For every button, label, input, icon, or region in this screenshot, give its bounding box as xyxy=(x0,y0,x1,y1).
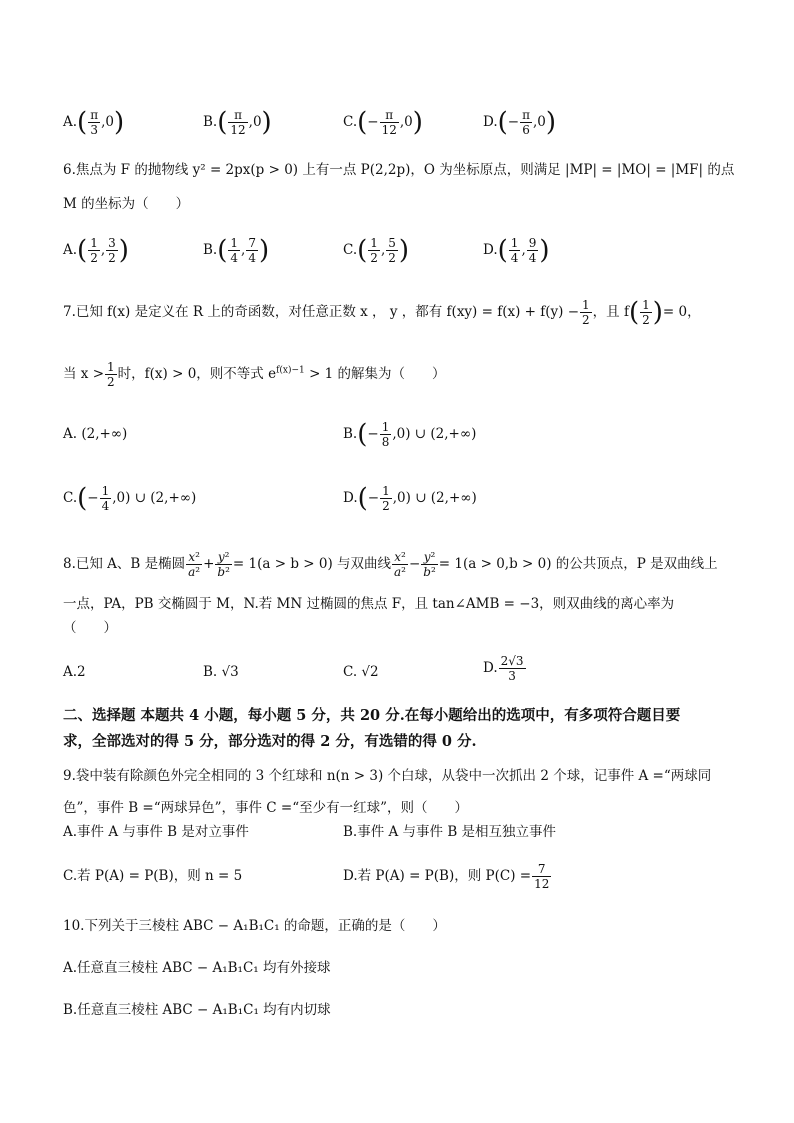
q9-stem-line2: 色”，事件 B =“两球异色”，事件 C =“至少有一红球”，则（ ） xyxy=(63,800,469,816)
q8-option-b: B. √3 xyxy=(203,664,239,680)
q8-stem-line3: （ ） xyxy=(63,620,117,636)
q7-option-a: A. (2,+∞) xyxy=(63,426,128,442)
q6-option-b: B.( $\frac{1}{4}$ , $\frac{7}{4}$ ) xyxy=(203,235,270,266)
section-2-heading-line2: 求，全部选对的得 5 分，部分选对的得 2 分，有选错的得 0 分. xyxy=(63,733,477,750)
q6-stem-line1: 6.焦点为 F 的抛物线 y² = 2px(p > 0) 上有一点 P(2,2p)，O 为坐标原点，则满足 |MP| = |MO| = |MF| 的点 xyxy=(63,162,735,178)
q6-option-c: C.( $\frac{1}{2}$ , $\frac{5}{2}$ ) xyxy=(343,235,410,266)
q7-option-d: D.(− $\frac{1}{2}$ ,0) ∪ (2,+∞) xyxy=(343,483,477,514)
q9-option-d: D.若 P(A) = P(B)，则 P(C) = $\frac{7}{12}$ xyxy=(343,862,550,891)
section-2-heading-line1: 二、选择题 本题共 4 小题，每小题 5 分，共 20 分.在每小题给出的选项中，有多项符合题目要 xyxy=(63,707,681,724)
q5-option-b: B.( $\frac{\pi}{12}$ ,0) xyxy=(203,107,272,138)
q9-stem-line1: 9.袋中装有除颜色外完全相同的 3 个红球和 n(n > 3) 个白球，从袋中一次抓出 2 个球，记事件 A =“两球同 xyxy=(63,768,712,784)
q8-stem-line1: 8.已知 A、B 是椭圆 $\frac{\text{x²}}{\text{a²}}$ + $\frac{\text{y²}}{\text{b²}}$ = 1(a > b > 0) 与双曲线 $\frac{\text{x²}}{\text{a²}}$ − $\frac{\text{y²}}{\text{b²}}$ = 1(a > 0,b > 0) 的公共顶点，P 是双曲线上 xyxy=(63,550,718,579)
q8-option-d: D. $\frac{2√3}{3}$ xyxy=(483,654,524,683)
q5-option-d: D.(− $\frac{\pi}{6}$ ,0) xyxy=(483,107,557,138)
q5-option-c: C.(− $\frac{\pi}{12}$ ,0) xyxy=(343,107,423,138)
q10-option-a: A.任意直三棱柱 ABC − A₁B₁C₁ 均有外接球 xyxy=(63,960,331,976)
q10-stem: 10.下列关于三棱柱 ABC − A₁B₁C₁ 的命题，正确的是（ ） xyxy=(63,918,446,934)
q9-option-c: C.若 P(A) = P(B)，则 n = 5 xyxy=(63,868,243,884)
q10-option-b: B.任意直三棱柱 ABC − A₁B₁C₁ 均有内切球 xyxy=(63,1002,331,1018)
q7-option-b: B.(− $\frac{1}{8}$ ,0) ∪ (2,+∞) xyxy=(343,419,477,450)
q6-stem-line2: M 的坐标为（ ） xyxy=(63,196,190,212)
q6-option-d: D.( $\frac{1}{4}$ , $\frac{9}{4}$ ) xyxy=(483,235,550,266)
q7-stem-line2: 当 x > $\frac{1}{2}$ 时，f(x) > 0，则不等式 $e^{f(x)-1} > 1$ 的解集为（ ） xyxy=(63,360,446,389)
q9-option-b: B.事件 A 与事件 B 是相互独立事件 xyxy=(343,824,557,840)
q5-option-a: A.( $\frac{\pi}{3}$ ,0) xyxy=(63,107,125,138)
q7-stem-line1: 7.已知 f(x) 是定义在 R 上的奇函数，对任意正数 x ， y ，都有 f(xy) = f(x) + f(y) − $\frac{1}{2}$ ，且 f( $\frac{1}{2}$ )= 0， xyxy=(63,297,701,328)
q9-option-a: A.事件 A 与事件 B 是对立事件 xyxy=(63,824,249,840)
q6-option-a: A.( $\frac{1}{2}$ , $\frac{3}{2}$ ) xyxy=(63,235,129,266)
q8-option-c: C. √2 xyxy=(343,664,379,680)
q7-option-c: C.(− $\frac{1}{4}$ ,0) ∪ (2,+∞) xyxy=(63,483,197,514)
q8-option-a: A.2 xyxy=(63,664,86,680)
q8-stem-line2: 一点，PA，PB 交椭圆于 M，N.若 MN 过椭圆的焦点 F，且 tan∠AMB = −3，则双曲线的离心率为 xyxy=(63,596,675,612)
